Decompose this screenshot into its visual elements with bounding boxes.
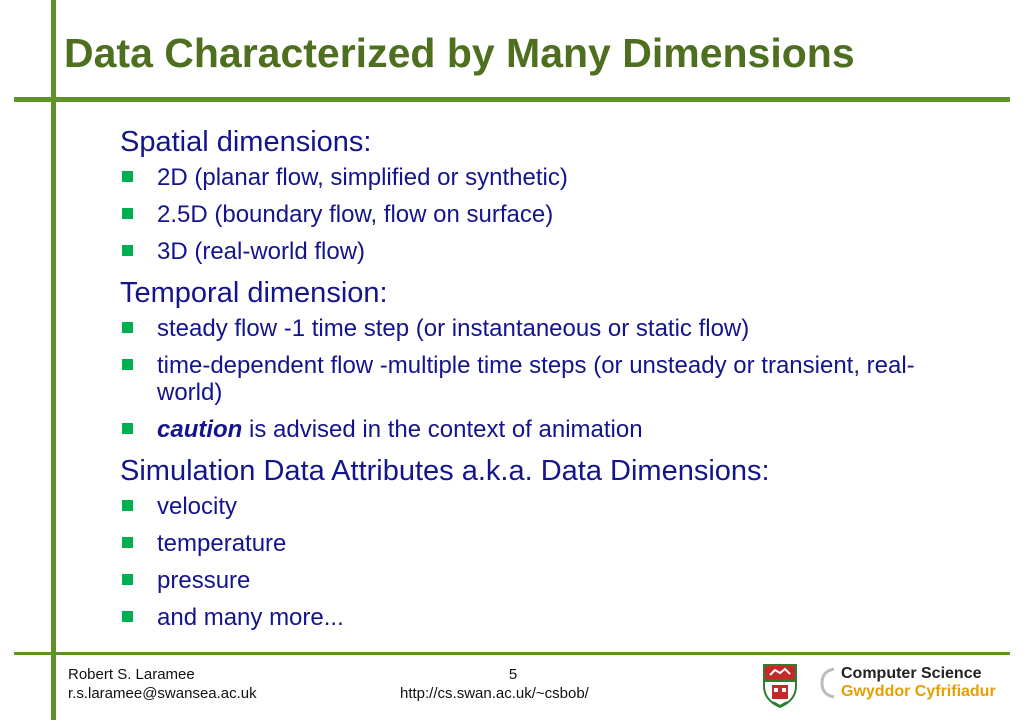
- list-item: 2D (planar flow, simplified or synthetic): [120, 164, 1000, 191]
- square-bullet-icon: [122, 423, 133, 434]
- square-bullet-icon: [122, 500, 133, 511]
- section-heading-temporal: Temporal dimension:: [120, 277, 388, 309]
- square-bullet-icon: [122, 574, 133, 585]
- department-logo: [823, 665, 996, 701]
- footer-url: http://cs.swan.ac.uk/~csbob/: [400, 685, 589, 702]
- title-divider-line: [14, 97, 1010, 102]
- department-name-welsh: Gwyddor Cyfrifiadur: [841, 683, 996, 700]
- list-item: temperature: [120, 530, 1000, 557]
- list-item: steady flow -1 time step (or instantaneous or static flow): [120, 315, 1000, 342]
- square-bullet-icon: [122, 359, 133, 370]
- square-bullet-icon: [122, 171, 133, 182]
- computer-science-logo: [820, 667, 836, 699]
- list-item-caution: [120, 416, 1000, 443]
- section-heading-attributes: Simulation Data Attributes a.k.a. Data Dimensions:: [120, 455, 770, 487]
- square-bullet-icon: [122, 537, 133, 548]
- list-item: velocity: [120, 493, 1000, 520]
- list-item: 2.5D (boundary flow, flow on surface): [120, 201, 1000, 228]
- caution-emphasis: caution: [157, 416, 243, 443]
- university-crest-icon: [761, 662, 799, 708]
- vertical-accent-line: [51, 0, 56, 720]
- attributes-bullet-list: [120, 493, 1000, 631]
- department-name-english: Computer Science: [841, 665, 982, 682]
- footer-author-block: [68, 665, 257, 703]
- list-item: time-dependent flow -multiple time steps (or unsteady or transient, real-world): [120, 352, 1000, 406]
- section-heading-spatial: Spatial dimensions:: [120, 126, 372, 158]
- footer-author: Robert S. Laramee: [68, 666, 195, 683]
- spatial-bullet-list: [120, 164, 1000, 265]
- slide-title: Data Characterized by Many Dimensions: [64, 30, 855, 76]
- temporal-bullet-list: [120, 315, 1000, 443]
- footer-divider-line: [14, 652, 1010, 655]
- square-bullet-icon: [122, 208, 133, 219]
- list-item: 3D (real-world flow): [120, 238, 1000, 265]
- square-bullet-icon: [122, 611, 133, 622]
- footer-email: r.s.laramee@swansea.ac.uk: [68, 685, 257, 702]
- square-bullet-icon: [122, 245, 133, 256]
- slide-content: [120, 124, 1000, 641]
- list-item: and many more...: [120, 604, 1000, 631]
- square-bullet-icon: [122, 322, 133, 333]
- page-number: 5: [508, 666, 518, 683]
- list-item: pressure: [120, 567, 1000, 594]
- caution-text: is advised in the context of animation: [242, 416, 643, 443]
